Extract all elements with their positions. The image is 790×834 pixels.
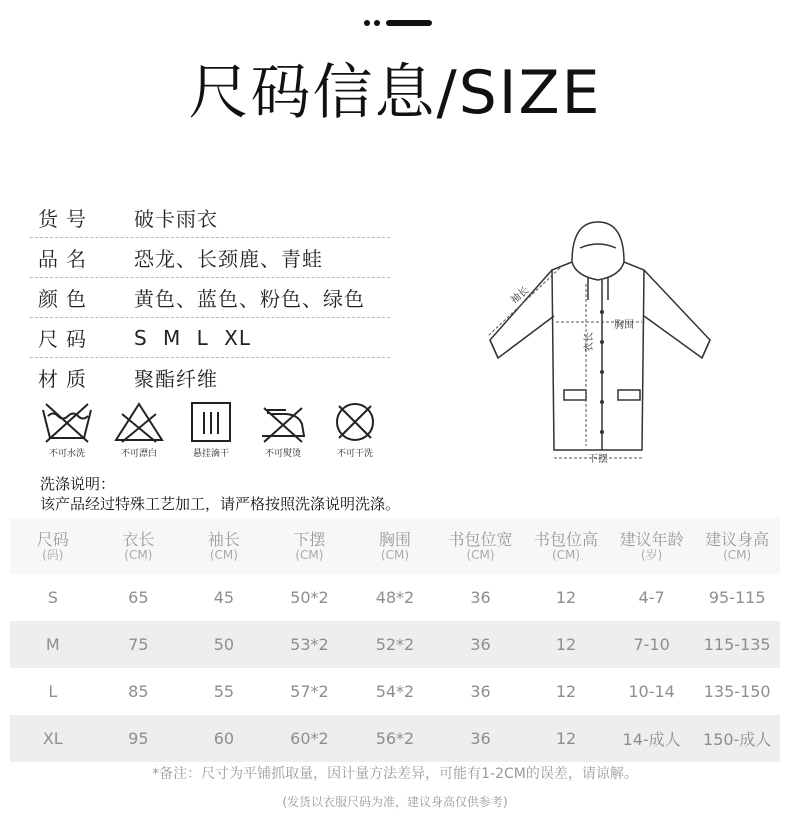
table-cell: 10-14 [628,682,675,701]
care-label: 不可水洗 [48,449,85,459]
wash-instructions [40,474,400,514]
table-cell: 36 [438,715,524,762]
table-cell: 95 [96,715,182,762]
remark-note: *备注：尺寸为平铺抓取量，因计量方法差异，可能有1-2CM的误差，请谅解。 [152,766,638,782]
table-cell: 53*2 [267,621,353,668]
info-label: 颜色 [38,287,94,311]
care-item [104,400,174,459]
table-cell: 75 [96,621,182,668]
table-cell: M [10,621,96,668]
col-header: 书包位宽 (CM) [448,529,513,562]
care-item [176,400,246,459]
page-title: 尺码信息/SIZE [188,58,602,128]
shipping-note: (发货以衣服尺码为准，建议身高仅供参考) [282,795,508,809]
info-label: 货号 [38,207,94,231]
length-label: 衣长 [584,332,595,352]
wash-title: 洗涤说明： [40,475,116,493]
table-cell: 50 [181,621,267,668]
table-cell: 57*2 [290,682,329,701]
no-iron-icon [256,400,310,444]
col-header: 衣长 (CM) [122,529,155,562]
table-cell: 60 [181,715,267,762]
col-header: 下摆 (CM) [293,529,326,562]
table-row [10,668,780,715]
col-header: 建议年龄 (岁) [619,529,684,562]
table-cell: 12 [523,621,609,668]
no-dryclean-icon [328,400,382,444]
size-table [10,518,780,762]
col-header: 袖长 (CM) [207,529,240,562]
table-cell: 56*2 [352,715,438,762]
table-cell: 50*2 [290,588,329,607]
table-cell: 60*2 [267,715,353,762]
info-value: 破卡雨衣 [134,207,218,231]
no-wash-icon [40,400,94,444]
dot-icon [374,20,380,26]
table-cell: 45 [213,588,235,607]
care-label: 不可熨烫 [264,449,301,459]
table-cell: 150-成人 [694,715,780,762]
info-row-name [30,238,390,278]
table-cell: 135-150 [703,682,771,701]
chest-label: 胸围 [614,320,634,331]
no-bleach-icon [112,400,166,444]
table-cell: 85 [128,682,149,701]
col-header: 胸围 (CM) [378,529,411,562]
table-cell: 55 [213,682,235,701]
raincoat-diagram [468,212,728,472]
info-label: 尺码 [38,327,94,351]
table-cell: 36 [470,588,491,607]
dot-icon [364,20,370,26]
table-cell: 14-成人 [609,715,695,762]
info-row-item-no [30,198,390,238]
info-label: 品名 [38,247,94,271]
hang-dry-icon [184,400,238,444]
info-value: 聚酯纤维 [134,367,218,391]
info-value: 恐龙、长颈鹿、青蛙 [134,247,323,271]
table-header-row [10,518,780,574]
table-cell: 7-10 [609,621,695,668]
table-cell: 12 [555,588,577,607]
table-cell: 48*2 [375,588,415,607]
info-label: 材质 [38,367,94,391]
info-row-color [30,278,390,318]
care-item [320,400,390,459]
table-row [10,574,780,621]
table-row [10,715,780,762]
info-value: 黄色、蓝色、粉色、绿色 [134,287,365,311]
table-cell: 54*2 [375,682,415,701]
care-label: 不可漂白 [120,449,157,459]
table-cell: 115-135 [694,621,780,668]
table-cell: 65 [128,588,149,607]
care-label: 悬挂滴干 [192,449,229,459]
table-cell: 36 [470,682,491,701]
care-item [32,400,102,459]
table-cell: 4-7 [638,588,665,607]
col-header: 书包位高 (CM) [534,529,599,562]
table-cell: S [47,588,58,607]
care-label: 不可干洗 [336,449,373,459]
hem-label: 下摆 [588,454,608,465]
col-header: 建议身高 (CM) [705,529,770,562]
info-row-size [30,318,390,358]
care-icons [32,400,412,470]
table-cell: 12 [523,715,609,762]
sleeve-label: 袖长 [508,285,532,307]
col-header: 尺码 (码) [36,529,69,562]
table-row [10,621,780,668]
table-cell: L [48,682,58,701]
table-cell: 52*2 [352,621,438,668]
bar-decoration [386,20,432,26]
product-info [30,198,390,397]
info-value: S M L XL [134,325,252,350]
wash-text: 该产品经过特殊工艺加工，请严格按照洗涤说明洗涤。 [40,495,401,513]
table-cell: 36 [438,621,524,668]
table-cell: 95-115 [708,588,766,607]
care-item [248,400,318,459]
info-row-material [30,358,390,397]
table-cell: 12 [555,682,577,701]
table-cell: XL [10,715,96,762]
